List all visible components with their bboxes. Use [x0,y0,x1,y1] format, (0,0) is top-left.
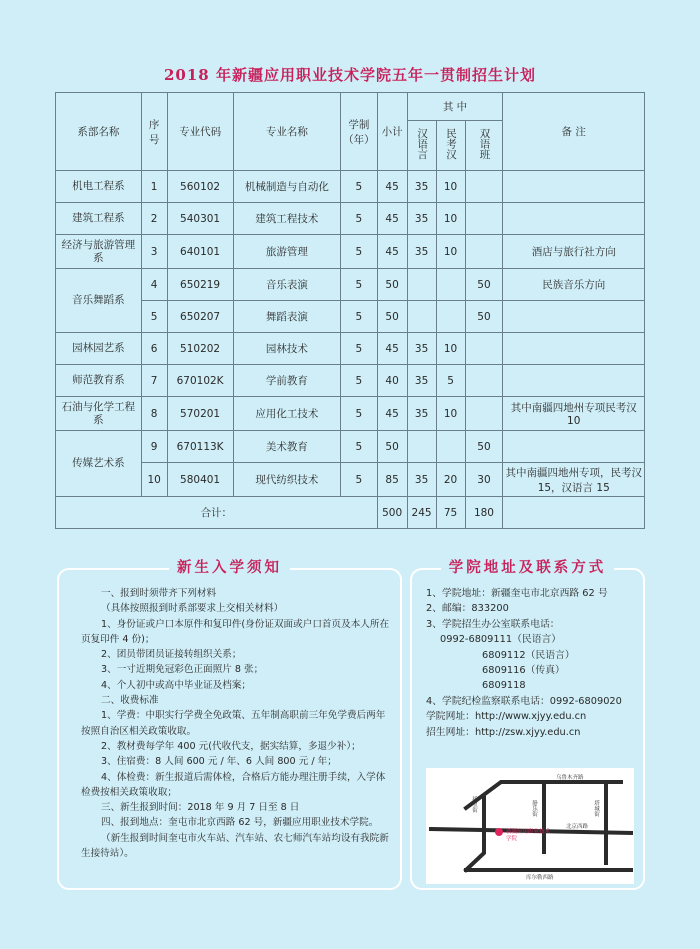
table-row [56,333,645,365]
office-phone-label: 3、学院招生办公室联系电话： [426,618,560,630]
no-cell: 10 [141,463,167,497]
phone-2: 6809112（民语言） [482,649,575,661]
notice-line: 二、收费标准 [101,695,159,707]
total-cell: 85 [377,463,407,497]
notice-line: 3、住宿费：8 人间 600 元 / 年、6 人间 800 元 / 年； [101,756,337,768]
notice-line: 1、身份证或户口本原件和复印件(身份证双面或户口首页及本人所在页复印件 4 份)； [81,618,390,645]
han-cell: 35 [407,463,436,497]
header-no: 序号 [141,93,167,171]
notice-line: 3、一寸近期免冠彩色正面照片 8 张； [101,664,264,676]
bilingual-cell [465,333,503,365]
table-row [56,463,645,497]
dept-cell: 园林园艺系 [56,333,142,365]
remark-cell [503,333,645,365]
bilingual-cell: 50 [465,301,503,333]
bilingual-cell [465,235,503,269]
major-cell: 机械制造与自动化 [233,171,341,203]
code-cell: 650219 [167,269,233,301]
years-cell: 5 [341,171,378,203]
major-cell: 园林技术 [233,333,341,365]
label-tacheng-street: 塔城街 [593,800,599,817]
phone-4: 6809118 [482,680,526,692]
years-cell: 5 [341,333,378,365]
no-cell: 1 [141,171,167,203]
minkao-cell: 10 [436,333,465,365]
years-cell: 5 [341,397,378,431]
notice-body [81,586,392,861]
header-years: 学制（年） [341,93,378,171]
notice-title: 新生入学须知 [169,559,290,576]
label-beijing-west-road: 北京西路 [566,824,589,830]
notice-line: 2、教材费每学年 400 元(代收代支，据实结算，多退少补）； [101,740,361,752]
total-cell: 45 [377,203,407,235]
table-row [56,365,645,397]
header-major: 专业名称 [233,93,341,171]
label-wulumuqi-road: 乌鲁木齐路 [556,775,584,781]
dept-cell: 石油与化学工程系 [56,397,142,431]
minkao-cell [436,269,465,301]
school-location-pin-icon [495,828,503,836]
discipline-phone: 4、学院纪检监察联系电话：0992-6809020 [426,695,622,707]
bilingual-cell [465,365,503,397]
major-cell: 学前教育 [233,365,341,397]
minkao-cell: 10 [436,203,465,235]
notice-line: 2、团员带团员证接转组织关系； [101,649,242,661]
header-minkao: 民考汉 [445,128,458,160]
code-cell: 670102K [167,365,233,397]
postcode-line: 2、邮编：833200 [426,603,509,615]
no-cell: 4 [141,269,167,301]
notice-line: （具体按照报到时系部要求上交相关材料） [101,603,284,615]
header-subtotal: 小计 [377,93,407,171]
remark-cell [503,301,645,333]
notice-line: 一、报到时须带齐下列材料 [101,588,217,599]
major-cell: 舞蹈表演 [233,301,341,333]
table-row [56,235,645,269]
table-footer-row [56,497,645,529]
dept-cell: 机电工程系 [56,171,142,203]
contact-title: 学院地址及联系方式 [441,559,615,576]
notice-panel [57,559,402,890]
notice-line: 4、个人初中或高中毕业证及档案； [101,679,252,691]
footer-minkao: 75 [436,497,465,529]
major-cell: 旅游管理 [233,235,341,269]
no-cell: 6 [141,333,167,365]
map-roads [426,768,634,884]
notice-line: 三、新生报到时间：2018 年 9 月 7 日至 8 日 [101,802,300,814]
total-cell: 45 [377,235,407,269]
footer-bilingual: 180 [465,497,503,529]
notice-line: 4、体检费：新生报道后需体检，合格后方能办理注册手续，入学体检费按相关政策收取； [81,771,386,798]
major-cell: 现代纺织技术 [233,463,341,497]
total-cell: 45 [377,333,407,365]
bilingual-cell [465,203,503,235]
code-cell: 670113K [167,431,233,463]
minkao-cell [436,431,465,463]
remark-cell [503,431,645,463]
table-row [56,269,645,301]
han-cell: 35 [407,203,436,235]
website-link[interactable]: 学院网址：http://www.xjyy.edu.cn [426,711,587,723]
code-cell: 640101 [167,235,233,269]
no-cell: 9 [141,431,167,463]
minkao-cell: 5 [436,365,465,397]
han-cell: 35 [407,171,436,203]
notice-line: 1、学费：中职实行学费全免政策、五年制高职前三年免学费后两年按照自治区相关政策收取。 [81,710,386,737]
no-cell: 8 [141,397,167,431]
minkao-cell: 10 [436,397,465,431]
footer-han: 245 [407,497,436,529]
label-jingle-street: 静乐街 [531,800,537,817]
table-row [56,301,645,333]
han-cell: 35 [407,333,436,365]
han-cell: 35 [407,397,436,431]
header-remark: 备 注 [503,93,645,171]
years-cell: 5 [341,235,378,269]
han-cell: 35 [407,235,436,269]
enrollment-plan-table [55,92,645,529]
bilingual-cell: 30 [465,463,503,497]
table-row [56,171,645,203]
table-row [56,203,645,235]
code-cell: 510202 [167,333,233,365]
footer-label: 合计： [56,497,378,529]
minkao-cell: 10 [436,171,465,203]
notice-line: 四、报到地点：奎屯市北京西路 62 号，新疆应用职业技术学院。 [101,817,379,829]
han-cell [407,301,436,333]
code-cell: 580401 [167,463,233,497]
header-dept: 系部名称 [56,93,142,171]
label-tuoli-street: 托里街 [471,796,477,813]
footer-total: 500 [377,497,407,529]
han-cell [407,431,436,463]
years-cell: 5 [341,463,378,497]
years-cell: 5 [341,365,378,397]
code-cell: 650207 [167,301,233,333]
bilingual-cell [465,397,503,431]
dept-cell: 音乐舞蹈系 [56,269,142,333]
bilingual-cell [465,171,503,203]
table-row [56,397,645,431]
major-cell: 音乐表演 [233,269,341,301]
total-cell: 50 [377,269,407,301]
location-map [426,768,634,884]
years-cell: 5 [341,431,378,463]
remark-cell [503,203,645,235]
header-han: 汉语言 [416,128,429,160]
dept-cell: 建筑工程系 [56,203,142,235]
remark-cell: 其中南疆四地州专项，民考汉 15，汉语言 15 [503,463,645,497]
years-cell: 5 [341,269,378,301]
remark-cell: 其中南疆四地州专项民考汉 10 [503,397,645,431]
code-cell: 570201 [167,397,233,431]
table-row [56,431,645,463]
major-cell: 美术教育 [233,431,341,463]
admission-website-link[interactable]: 招生网址：http://zsw.xjyy.edu.cn [426,726,581,738]
header-bilingual: 双语班 [478,128,491,160]
remark-cell: 民族音乐方向 [503,269,645,301]
han-cell: 35 [407,365,436,397]
header-code: 专业代码 [167,93,233,171]
dept-cell: 传媒艺术系 [56,431,142,497]
address-line: 1、学院地址：新疆奎屯市北京西路 62 号 [426,588,608,599]
minkao-cell: 20 [436,463,465,497]
total-cell: 40 [377,365,407,397]
years-cell: 5 [341,203,378,235]
no-cell: 2 [141,203,167,235]
bilingual-cell: 50 [465,269,503,301]
remark-cell: 酒店与旅行社方向 [503,235,645,269]
dept-cell: 经济与旅游管理系 [56,235,142,269]
total-cell: 50 [377,301,407,333]
remark-cell [503,365,645,397]
footer-remark [503,497,645,529]
label-kuerle-west-road: 库尔勒西路 [526,875,554,881]
no-cell: 7 [141,365,167,397]
minkao-cell: 10 [436,235,465,269]
major-cell: 应用化工技术 [233,397,341,431]
dept-cell: 师范教育系 [56,365,142,397]
contact-panel [410,559,645,890]
header-group: 其 中 [407,93,503,121]
han-cell [407,269,436,301]
phone-1: 0992-6809111（民语言） [440,634,562,646]
code-cell: 560102 [167,171,233,203]
major-cell: 建筑工程技术 [233,203,341,235]
no-cell: 3 [141,235,167,269]
phone-3: 6809116（传真） [482,665,565,677]
remark-cell [503,171,645,203]
bilingual-cell: 50 [465,431,503,463]
page-title: 2018 年新疆应用职业技术学院五年一贯制招生计划 [164,66,536,84]
total-cell: 50 [377,431,407,463]
total-cell: 45 [377,397,407,431]
label-school: 新疆应用职业技术学院 [506,829,551,842]
years-cell: 5 [341,301,378,333]
contact-body [426,586,637,740]
no-cell: 5 [141,301,167,333]
code-cell: 540301 [167,203,233,235]
minkao-cell [436,301,465,333]
total-cell: 45 [377,171,407,203]
notice-line: （新生报到时间奎屯市火车站、汽车站、农七师汽车站均设有我院新生接待站）。 [81,832,389,860]
